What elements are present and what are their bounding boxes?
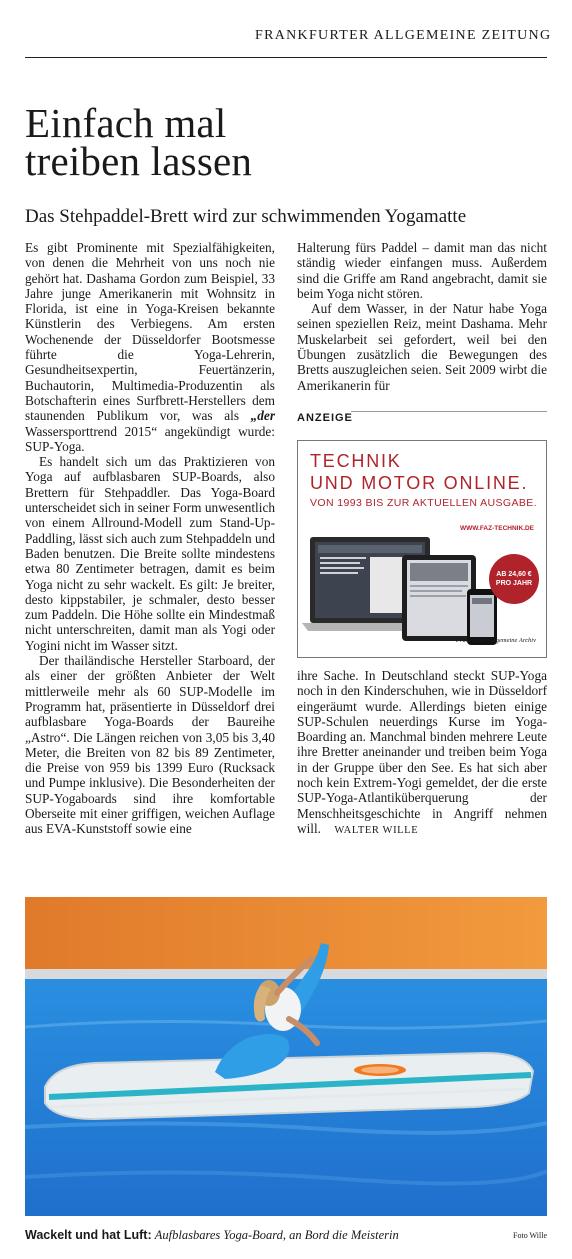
- pool-edge: [25, 969, 547, 979]
- headline-line-1: Einfach mal: [25, 100, 227, 146]
- byline: WALTER WILLE: [334, 824, 419, 836]
- ad-headline-2: UND MOTOR ONLINE.: [310, 473, 529, 493]
- article-column-right-top: [297, 240, 547, 393]
- photo-credit: Foto Wille: [513, 1231, 547, 1240]
- advertisement[interactable]: [297, 440, 547, 658]
- article-paragraph-3-continued: Halterung fürs Paddel – damit man das nicht ständig wieder einfangen muss. Außerdem sind die Griffe am Rand angebracht, damit sie beim Yoga nicht stören.: [297, 240, 547, 301]
- headline-line-2: treiben lassen: [25, 138, 253, 184]
- subheadline: Das Stehpaddel-Brett wird zur schwimmenden Yogamatte: [25, 206, 467, 227]
- headline: [25, 100, 545, 184]
- ad-label: ANZEIGE: [297, 412, 353, 424]
- orange-wall: [25, 897, 547, 977]
- devices-illustration: [298, 441, 547, 658]
- ad-tagline: VON 1993 BIS ZUR AKTUELLEN AUSGABE.: [310, 497, 537, 509]
- caption-text: Aufblasbares Yoga-Board, an Bord die Meisterin: [154, 1228, 399, 1242]
- ad-brand-logo: Frankfurter Allgemeine Archiv: [455, 637, 536, 644]
- ad-headline-1: TECHNIK: [310, 451, 402, 471]
- article-paragraph-1: Es gibt Prominente mit Spezialfähigkeiten, von denen die Mehrheit von uns noch nie gehört hat. Dashama Gordon zum Beispiel, 33 Jahre junge Amerikanerin mit Wohnsitz in Florida, ist eine in Yoga-Kreisen bekannte Künstlerin des Verbiegens. Am ersten Wochenende der Düsseldorfer Bootsmesse führte die Yoga-Lehrerin, Gesundheitsexpertin, Feuertänzerin, Buchautorin, Multimedia-Produzentin als Botschafterin eines Surfbrett-Herstellers dem staunenden Publikum vor, was als „der Wassersporttrend 2015“ angekündigt wurde: SUP-Yoga.: [25, 240, 275, 454]
- ad-divider: [351, 411, 547, 412]
- article-paragraph-3: Der thailändische Hersteller Starboard, der als einer der größten Anbieter der Welt mittlerweile mehr als 60 SUP-Modelle im Programm hat, präsentierte in Düsseldorf drei aufblasbare Yoga-Boards der Baureihe „Astro“. Die Längen reichen von 3,05 bis 3,40 Meter, die Breiten von 82 bis 89 Zentimeter, die Preise von 959 bis 1399 Euro (Rucksack und Pumpe inklusive). Die Besonderheiten der SUP-Yogaboards sind ihre komfortable Oberseite mit einer griffigen, weichen Auflage aus EVA-Kunststoff sowie eine: [25, 653, 275, 837]
- ad-url-link[interactable]: WWW.FAZ-TECHNIK.DE: [459, 525, 534, 532]
- masthead: FRANKFURTER ALLGEMEINE ZEITUNG: [255, 28, 552, 43]
- article-paragraph-2: Es handelt sich um das Praktizieren von Yoga auf aufblasbaren SUP-Boards, also Brettern für Stehpaddler. Das Yoga-Board unterscheidet sich in seiner Form unwesentlich von einem Allround-Modell zum Stand-Up-Paddling, lässt sich auch zum Stehpaddeln und Baden benutzen. Die Breite sollte mindestens etwa 80 Zentimeter betragen, damit es beim Yoga nicht zu sehr wackelt. Es gilt: Je breiter, desto kippstabiler, je schmaler, desto besser zum Paddeln. Die Höhe sollte ein Mindestmaß nicht unterschreiten, damit man als Yogi oder Yogini nicht im Wasser sitzt.: [25, 454, 275, 653]
- article-paragraph-4: Auf dem Wasser, in der Natur habe Yoga seinen speziellen Reiz, meint Dashama. Mehr Muskelarbeit sei gefordert, weil bei den Übungen zusätzlich die Bewegungen des Bretts auszugleichen seien. Seit 2009 wirbt die Amerikanerin für: [297, 301, 547, 393]
- masthead-divider: [25, 57, 547, 58]
- article-photo: [25, 897, 547, 1216]
- article-column-right-bottom: [297, 668, 547, 838]
- caption-lead: Wackelt und hat Luft:: [25, 1228, 152, 1242]
- photo-caption: [25, 1228, 547, 1248]
- article-paragraph-4-continued: ihre Sache. In Deutschland steckt SUP-Yoga noch in den Kinderschuhen, wie in Düsseldorf eingeräumt wurde. Allerdings bieten einige SUP-Schulen neuerdings Kurse im Yoga-Boarding an. Manchmal binden mehrere Leute ihre Bretter aneinander und treiben beim Yoga in der Gruppe über den See. Es hat sich aber noch kein Extrem-Yogi gemeldet, der die erste SUP-Yoga-Atlantiküberquerung der Menschheitsgeschichte in Angriff nehmen will. WALTER WILLE: [297, 668, 547, 836]
- article-column-left: [25, 240, 275, 837]
- price-badge: AB 24,60 € PRO JAHR: [489, 554, 539, 604]
